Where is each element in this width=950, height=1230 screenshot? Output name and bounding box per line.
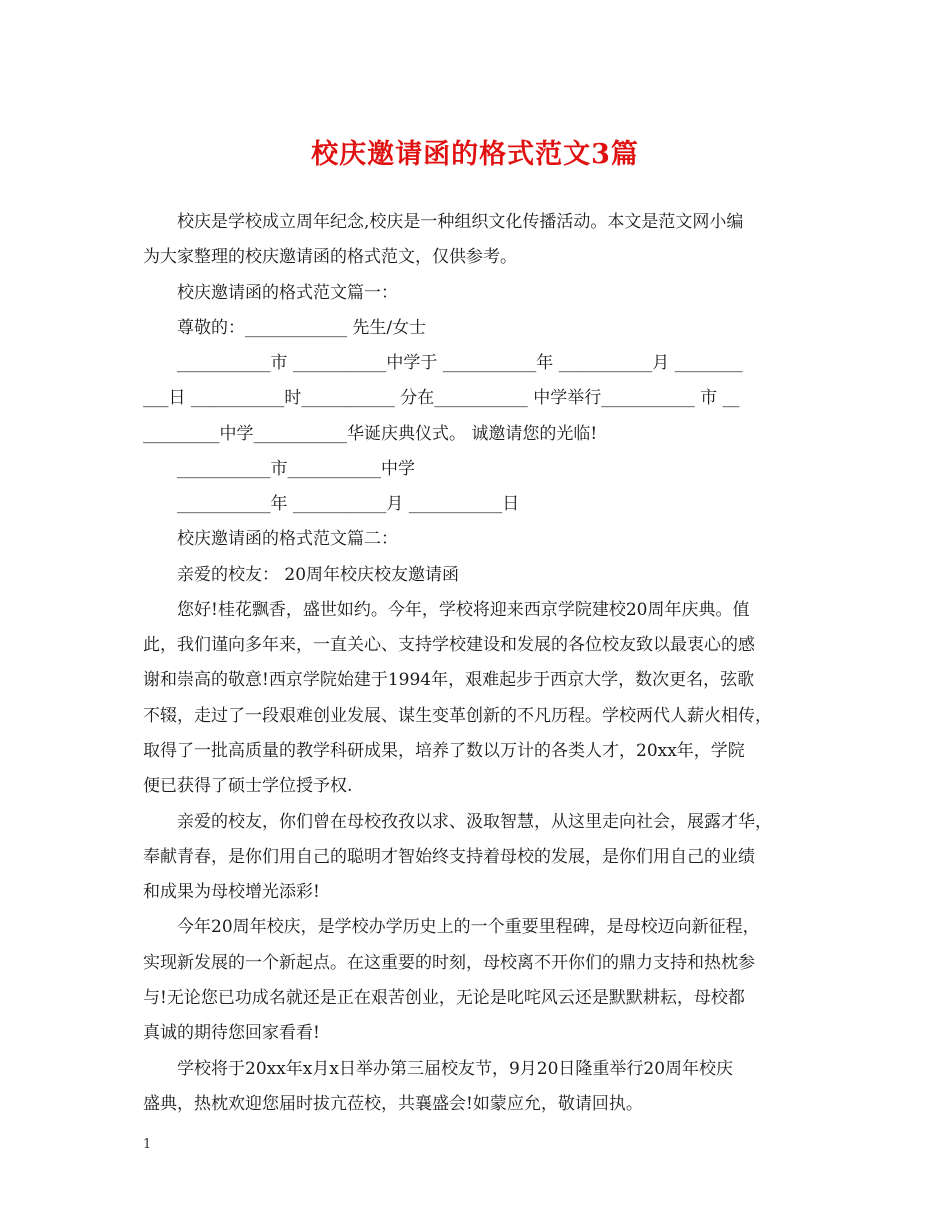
- paragraph-line: 校庆是学校成立周年纪念,校庆是一种组织文化传播活动。本文是范文网小编: [177, 212, 744, 232]
- paragraph-line: 学校将于20xx年x月x日举办第三届校友节，9月20日隆重举行20周年校庆: [177, 1059, 734, 1079]
- paragraph-line: 为大家整理的校庆邀请函的格式范文，仅供参考。: [143, 247, 517, 267]
- signature-line: ___________市___________中学: [177, 459, 415, 479]
- paragraph-line: 盛典，热枕欢迎您届时拔亢莅校，共襄盛会!如蒙应允，敬请回执。: [143, 1094, 643, 1114]
- paragraph-line: 取得了一批高质量的教学科研成果，培养了数以万计的各类人才，20xx年，学院: [143, 741, 745, 761]
- paragraph-line: _________中学___________华诞庆典仪式。 诚邀请您的光临!: [143, 424, 598, 444]
- section-heading: 校庆邀请函的格式范文篇一：: [177, 283, 398, 303]
- paragraph-line: 奉献青春，是你们用自己的聪明才智始终支持着母校的发展，是你们用自己的业绩: [143, 847, 755, 867]
- paragraph-line: 真诚的期待您回家看看!: [143, 1023, 320, 1043]
- paragraph-line: 不辍，走过了一段艰难创业发展、谋生变革创新的不凡历程。学校两代人薪火相传，: [143, 706, 772, 726]
- paragraph-line: 您好!桂花飘香，盛世如约。今年，学校将迎来西京学院建校20周年庆典。值: [177, 600, 750, 620]
- paragraph-line: 与!无论您已功成名就还是正在艰苦创业，无论是叱咤风云还是默默耕耘，母校都: [143, 988, 745, 1008]
- salutation-line: 亲爱的校友： 20周年校庆校友邀请函: [177, 565, 460, 585]
- paragraph-line: 此，我们谨向多年来，一直关心、支持学校建设和发展的各位校友致以最衷心的感: [143, 635, 755, 655]
- paragraph-line: 便已获得了硕士学位授予权.: [143, 776, 353, 796]
- salutation-line: 尊敬的：____________ 先生/女士: [177, 318, 427, 338]
- paragraph-line: 今年20周年校庆，是学校办学历史上的一个重要里程碑，是母校迈向新征程，: [177, 917, 760, 937]
- paragraph-line: 和成果为母校增光添彩!: [143, 882, 320, 902]
- paragraph-line: 亲爱的校友，你们曾在母校孜孜以求、汲取智慧，从这里走向社会，展露才华，: [177, 812, 772, 832]
- paragraph-line: ___日 ___________时___________ 分在___________ 中学举行___________ 市 __: [143, 388, 740, 408]
- paragraph-line: 实现新发展的一个新起点。在这重要的时刻，母校离不开你们的鼎力支持和热枕参: [143, 953, 755, 973]
- document-title: 校庆邀请函的格式范文3篇: [311, 139, 639, 170]
- section-heading: 校庆邀请函的格式范文篇二：: [177, 529, 398, 549]
- paragraph-line: 谢和崇高的敬意!西京学院始建于1994年，艰难起步于西京大学，数次更名，弦歌: [143, 670, 755, 690]
- date-line: ___________年 ___________月 ___________日: [177, 494, 520, 514]
- paragraph-line: ___________市 ___________中学于 ___________年 ___________月 ________: [177, 353, 743, 373]
- page-number: 1: [143, 1137, 152, 1152]
